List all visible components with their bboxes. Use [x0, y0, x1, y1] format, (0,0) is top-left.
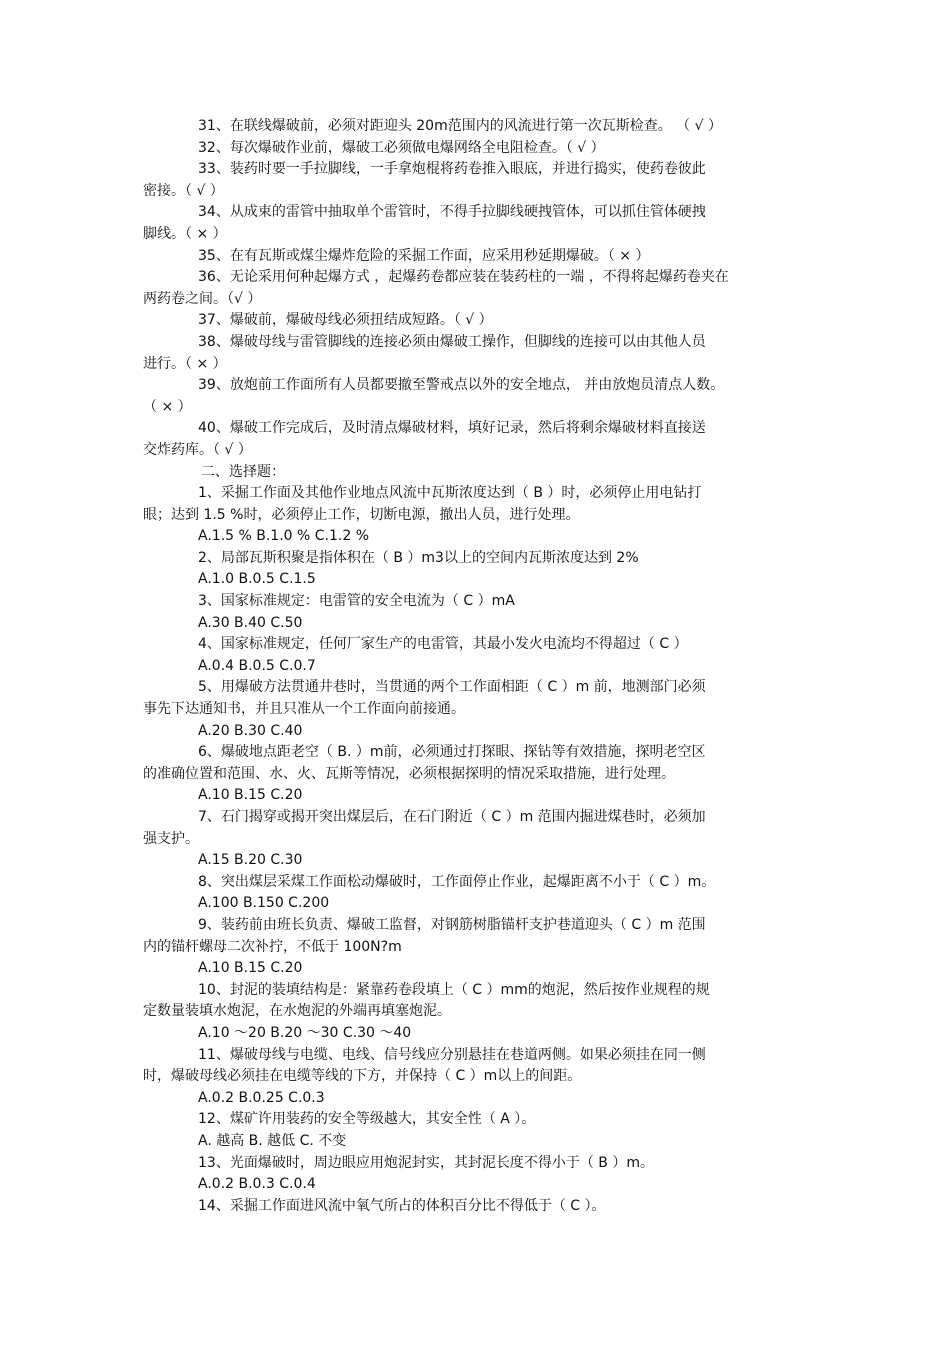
text-line: 1、采掘工作面及其他作业地点风流中瓦斯浓度达到（ B ）时，必须停止用电钻打	[198, 485, 702, 502]
text-line: 定数量装填水炮泥，在水炮泥的外端再填塞炮泥。	[143, 1003, 451, 1020]
text-line: A. 越高 B. 越低 C. 不变	[198, 1132, 347, 1149]
text-line: 33、装药时要一手拉脚线，一手拿炮棍将药卷推入眼底，并进行捣实，使药卷彼此	[198, 161, 706, 178]
text-line: 内的锚杆螺母二次补拧，不低于 100N?m	[143, 938, 402, 955]
text-line: A.0.4 B.0.5 C.0.7	[198, 657, 316, 674]
text-line: 10、封泥的装填结构是：紧靠药卷段填上（ C ）mm的炮泥，然后按作业规程的规	[198, 981, 710, 998]
text-line: 的准确位置和范围、水、火、瓦斯等情况，必须根据探明的情况采取措施，进行处理。	[143, 765, 675, 782]
text-line: 4、国家标准规定，任何厂家生产的电雷管，其最小发火电流均不得超过（ C ）	[198, 636, 688, 653]
text-line: 8、突出煤层采煤工作面松动爆破时，工作面停止作业，起爆距离不小于（ C ）m。	[198, 873, 716, 890]
text-line: 进行。（ × ）	[143, 355, 227, 372]
text-line: 二、选择题：	[201, 463, 285, 480]
text-line: 36、无论采用何种起爆方式 ，起爆药卷都应装在装药柱的一端 ，不得将起爆药卷夹在	[198, 269, 729, 286]
text-line: 32、每次爆破作业前，爆破工必须做电爆网络全电阻检查。（ √ ）	[198, 139, 605, 156]
text-line: 31、在联线爆破前，必须对距迎头 20m范围内的风流进行第一次瓦斯检查。 （ √ ）	[198, 118, 722, 134]
text-line: A.0.2 B.0.3 C.0.4	[198, 1176, 316, 1193]
text-line: 脚线。（ × ）	[143, 225, 227, 242]
text-line: 7、石门揭穿或揭开突出煤层后，在石门附近（ C ）m 范围内掘进煤巷时，必须加	[198, 809, 706, 825]
text-line: 13、光面爆破时，周边眼应用炮泥封实，其封泥长度不得小于（ B ）m。	[198, 1154, 654, 1171]
text-line: A.10 B.15 C.20	[198, 787, 303, 804]
text-line: 3、国家标准规定：电雷管的安全电流为（ C ）mA	[198, 593, 515, 610]
text-line: A.15 B.20 C.30	[198, 852, 303, 869]
text-line: 14、采掘工作面进风流中氧气所占的体积百分比不得低于（ C ）。	[198, 1197, 606, 1214]
text-line: 11、爆破母线与电缆、电线、信号线应分别悬挂在巷道两侧。如果必须挂在同一侧	[198, 1046, 706, 1063]
text-line: A.0.2 B.0.25 C.0.3	[198, 1089, 325, 1106]
text-line: 眼；达到 1.5 %时，必须停止工作，切断电源，撤出人员，进行处理。	[143, 506, 580, 523]
text-line: 40、爆破工作完成后，及时清点爆破材料，填好记录，然后将剩余爆破材料直接送	[198, 420, 706, 437]
text-line: 6、爆破地点距老空（ B. ）m前，必须通过打探眼、探钻等有效措施，探明老空区	[198, 744, 706, 761]
text-line: 37、爆破前，爆破母线必须扭结成短路。（ √ ）	[198, 312, 493, 329]
text-line: 12、煤矿许用装药的安全等级越大，其安全性（ A ）。	[198, 1111, 536, 1128]
text-line: 34、从成束的雷管中抽取单个雷管时，不得手拉脚线硬拽管体，可以抓住管体硬拽	[198, 204, 706, 221]
text-line: A.1.0 B.0.5 C.1.5	[198, 571, 316, 588]
text-line: 时，爆破母线必须挂在电缆等线的下方，并保持（ C ）m以上的间距。	[143, 1068, 582, 1085]
text-line: 39、放炮前工作面所有人员都要撤至警戒点以外的安全地点， 并由放炮员清点人数。	[198, 377, 725, 394]
text-line: （ × ）	[143, 398, 192, 415]
text-line: A.10 B.15 C.20	[198, 960, 303, 977]
text-line: A.20 B.30 C.40	[198, 722, 303, 739]
text-line: 交炸药库。（ √ ）	[143, 441, 252, 458]
text-line: A.10 ～20 B.20 ～30 C.30 ～40	[198, 1024, 412, 1041]
text-line: 两药卷之间。（√ ）	[143, 290, 262, 307]
document-body	[143, 116, 808, 1217]
text-line: A.1.5 % B.1.0 % C.1.2 %	[198, 528, 370, 545]
text-line: 密接。（ √ ）	[143, 182, 224, 199]
text-line: 强支护。	[143, 830, 199, 847]
text-line: A.30 B.40 C.50	[198, 614, 303, 631]
text-line: 5、用爆破方法贯通井巷时，当贯通的两个工作面相距（ C ）m 前，地测部门必须	[198, 679, 706, 696]
text-line: 38、爆破母线与雷管脚线的连接必须由爆破工操作，但脚线的连接可以由其他人员	[198, 333, 706, 350]
text-line: 9、装药前由班长负责、爆破工监督，对钢筋树脂锚杆支护巷道迎头（ C ）m 范围	[198, 916, 706, 933]
text-line: 事先下达通知书，并且只准从一个工作面向前接通。	[143, 701, 465, 718]
text-line: 2、局部瓦斯积聚是指体积在（ B ）m3以上的空间内瓦斯浓度达到 2%	[198, 549, 639, 566]
text-line: A.100 B.150 C.200	[198, 895, 330, 912]
text-line: 35、在有瓦斯或煤尘爆炸危险的采掘工作面，应采用秒延期爆破。（ × ）	[198, 247, 650, 264]
